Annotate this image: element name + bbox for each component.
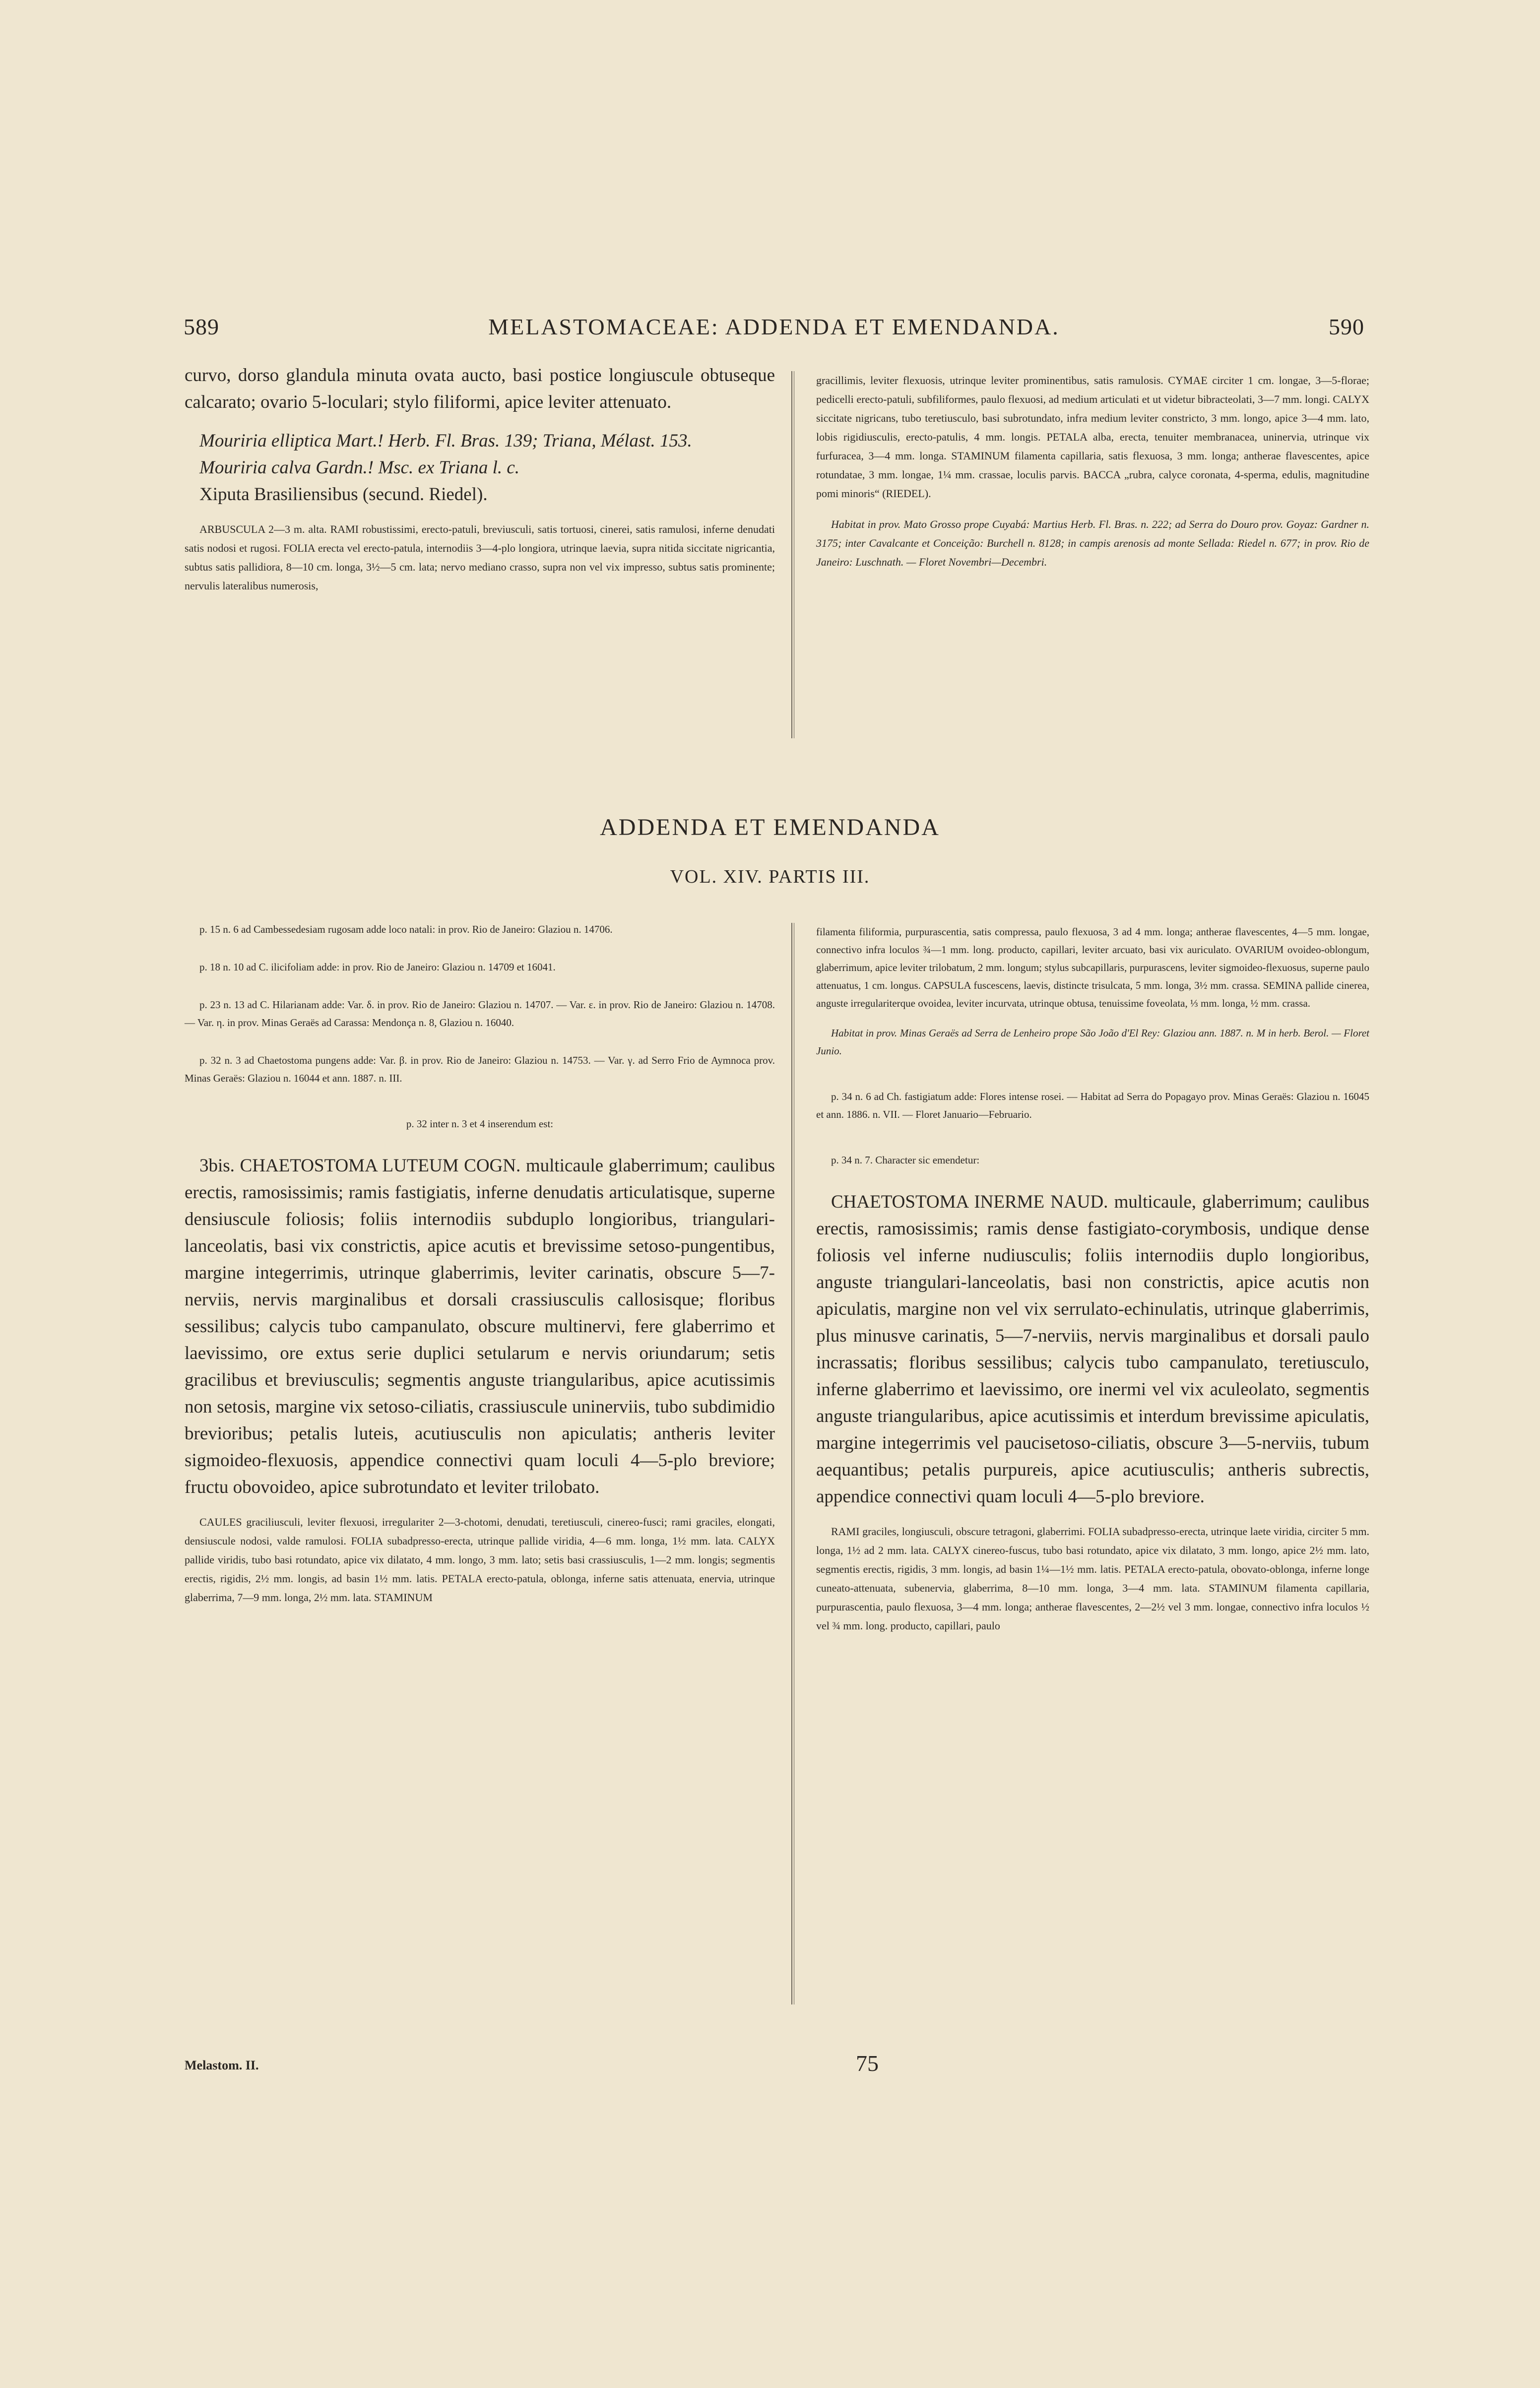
habitat-luteum: Habitat in prov. Minas Geraës ad Serra de Lenheiro prope São João d'El Rey: Glaziou ann. 1887. n. M in herb. Berol. — Floret Junio. xyxy=(816,1027,1369,1057)
species-description: ARBUSCULA 2—3 m. alta. RAMI robustissimi, erecto-patuli, breviusculi, satis tortuosi, cinerei, satis ramulosi, inferne denudati satis nodosi et rugosi. FOLIA erecta vel erecto-patula, internodiis 3—4-plo longiora, utrinque laevia, supra nitida siccitate nigricantia, subtus satis pallidiora, 8—10 cm. longa, 3½—5 cm. lata; nervo mediano crasso, supra non vel vix impresso, subtus satis prominente; nervulis lateralibus numerosis, xyxy=(185,523,775,592)
chaetostoma-inerme-details: RAMI graciles, longiusculi, obscure tetragoni, glaberrimi. FOLIA subadpresso-erecta, utrinque laete viridia, circiter 5 mm. longa, 1½ ad 2 mm. lata. CALYX cinereo-fuscus, tubo basi rotundato, apice vix dilatato, 3 mm. longo, apice 2½ mm. lato, segmentis erectis, rigidis, 3 mm. longis, ad basin 1¼—1½ mm. latis. PETALA erecto-patula, obovato-oblonga, inferne longe cuneato-attenuata, subenervia, glaberrima, 8—10 mm. longa, 3—4 mm. lata. STAMINUM filamenta capillaria, purpurascentia, paulo flexuosa, 3—4 mm. longa; antherae flavescentes, 2—2½ vel 3 mm. longae, connectivo infra loculos ½ vel ¾ mm. long. producto, capillari, paulo xyxy=(816,1525,1369,1632)
column-divider-top xyxy=(791,371,794,738)
chaetostoma-luteum-details: CAULES graciliusculi, leviter flexuosi, irregulariter 2—3-chotomi, denudati, teretiusculi, cinereo-fusci; rami graciles, elongati, densiuscule nodosi, valde ramulosi. FOLIA subadpresso-erecta, utrinque pallide viridia, 4—6 mm. longa, 1½ mm. lata. CALYX pallide viridis, tubo basi rotundato, apice vix dilatato, 4 mm. longo, 3 mm. lato; setis basi crassiusculis, 1—2 mm. longis; segmentis erectis, rigidis, 2½ mm. longis, ad basin 1½ mm. latis. PETALA erecto-patula, oblonga, inferne satis attenuata, enervia, utrinque glaberrima, 7—9 mm. longa, 2½ mm. lata. STAMINUM xyxy=(185,1516,775,1604)
chaetostoma-inerme-description: CHAETOSTOMA INERME NAUD. multicaule, glaberrimum; caulibus erectis, ramosissimis; ramis dense fastigiato-corymbosis, undique dense foliosis vel inferne nudiusculis; foliis internodiis duplo longioribus, anguste triangulari-lanceolatis, basi non constrictis, apice acutis non apiculatis, margine non vel vix serrulato-echinulatis, utrinque glaberrimis, plus minusve carinatis, 5—7-nerviis, nervis marginalibus et dorsali paulo incrassatis; floribus sessilibus; calycis tubo campanulato, teretiusculo, inferne glaberrimo et laevissimo, ore inermi vel vix aculeolato, segmentis anguste triangularibus, apice acutissimis et interdum brevissime apiculatis, margine integerrimis vel paucisetoso-ciliatis, obscure 3—5-nerviis, tubum aequantibus; petalis purpureis, apice acutiusculis; antheris subrectis, appendice connectivi quam loculi 4—5-plo breviore. xyxy=(816,1192,1369,1507)
page-number-left: 589 xyxy=(184,314,219,339)
note-p34-n7: p. 34 n. 7. Character sic emendetur: xyxy=(831,1154,980,1166)
note-p15: p. 15 n. 6 ad Cambessedesiam rugosam adde loco natali: in prov. Rio de Janeiro: Glaziou n. 14706. xyxy=(199,923,613,935)
sheet-number: 75 xyxy=(856,2051,879,2076)
top-left-column xyxy=(185,362,775,595)
bottom-right-column xyxy=(816,923,1369,1635)
vernacular-name: Xiputa Brasiliensibus (secund. Riedel). xyxy=(199,484,488,505)
section-subtitle: VOL. XIV. PARTIS III. xyxy=(670,866,870,887)
note-p32-n3: p. 32 n. 3 ad Chaetostoma pungens adde: Var. β. in prov. Rio de Janeiro: Glaziou n. 14753. — Var. γ. ad Serro Frio de Aymnoca prov. Minas Geraës: Glaziou n. 16044 et ann. 1887. n. III. xyxy=(185,1054,775,1084)
top-right-column xyxy=(816,371,1369,572)
running-title: MELASTOMACEAE: ADDENDA ET EMENDANDA. xyxy=(488,314,1060,339)
description-continuation: curvo, dorso glandula minuta ovata aucto, basi postice longiuscule obtuseque calcarato; ovario 5-loculari; stylo filiformi, apice leviter attenuato. xyxy=(185,365,775,412)
citation-mouriria-calva: Mouriria calva Gardn.! Msc. ex Triana l. c. xyxy=(199,457,520,478)
description-continued: gracillimis, leviter flexuosis, utrinque leviter prominentibus, satis ramulosis. CYMAE circiter 1 cm. longae, 3—5-florae; pedicelli erecto-patuli, subfiliformes, paulo flexuosi, ad medium articulati et ut videtur bibracteolati, 3—7 mm. longi. CALYX siccitate nigricans, tubo teretiusculo, basi subrotundato, infra medium leviter constricto, 3 mm. longo, apice 3—4 mm. lato, lobis rigidiusculis, erecto-patulis, 4 mm. longis. PETALA alba, erecta, tenuiter membranacea, uninervia, utrinque vix furfuracea, 3—4 mm. longa. STAMINUM filamenta capillaria, satis flexuosa, 3 mm. longa; antherae flavescentes, apice rotundatae, 3 mm. longae, 1¼ mm. crassae, loculis parvis. BACCA „rubra, calyce coronata, 4-sperma, edulis, magnitudine pomi minoris“ (RIEDEL). xyxy=(816,374,1369,500)
running-header xyxy=(184,314,1364,348)
habitat-paragraph: Habitat in prov. Mato Grosso prope Cuyabá: Martius Herb. Fl. Bras. n. 222; ad Serra do Douro prov. Goyaz: Gardner n. 3175; inter Cavalcante et Conceição: Burchell n. 8128; in campis arenosis ad monte Sellada: Riedel n. 677; in prov. Rio de Janeiro: Luschnath. — Floret Novembri—Decembri. xyxy=(816,518,1369,568)
note-p32-insert: p. 32 inter n. 3 et 4 inserendum est: xyxy=(406,1118,554,1130)
bottom-left-column xyxy=(185,920,775,1607)
column-divider-bottom xyxy=(791,923,794,2004)
chaetostoma-luteum-description: 3bis. CHAETOSTOMA LUTEUM COGN. multicaule glaberrimum; caulibus erectis, ramosissimis; ramis fastigiatis, inferne denudatis articulatisque, superne densiuscule foliosis; foliis internodiis subduplo longioribus, triangulari-lanceolatis, basi vix constrictis, apice acutis et brevissime setoso-pungentibus, margine integerrimis, utrinque glaberrimis, leviter carinatis, obscure 5—7-nerviis, nervis marginalibus et dorsali crassiusculis callosisque; floribus sessilibus; calycis tubo campanulato, obscure multinervi, fere glaberrimo et laevissimo, ore extus serie duplici setularum e nervis oriundarum; setis gracilibus et breviusculis; segmentis anguste triangularibus, apice acutissimis non setosis, margine vix setoso-ciliatis, crassiuscule uninerviis, tubo subdimidio brevioribus; petalis luteis, acutiusculis non apiculatis; antheris leviter sigmoideo-flexuosis, appendice connectivi quam loculi 4—5-plo breviore; fructu obovoideo, apice subrotundato et leviter trilobato. xyxy=(185,1156,775,1497)
note-p23: p. 23 n. 13 ad C. Hilarianam adde: Var. δ. in prov. Rio de Janeiro: Glaziou n. 14707. — Var. ε. in prov. Rio de Janeiro: Glaziou n. 14708. — Var. η. in prov. Minas Geraës ad Carassa: Mendonça n. 8, Glaziou n. 16040. xyxy=(185,999,775,1029)
note-p34-n6: p. 34 n. 6 ad Ch. fastigiatum adde: Flores intense rosei. — Habitat ad Serra do Popagayo prov. Minas Geraës: Glaziou n. 16045 et ann. 1886. n. VII. — Floret Januario—Februario. xyxy=(816,1091,1369,1120)
staminum-continuation: filamenta filiformia, purpurascentia, satis compressa, paulo flexuosa, 3 ad 4 mm. longa; antherae flavescentes, 4—5 mm. longae, connectivo infra loculos ¾—1 mm. long. producto, capillari, leviter arcuato, basi vix auriculato. OVARIUM ovoideo-oblongum, glaberrimum, apice leviter trilobatum, 2 mm. longum; stylus subcapillaris, purpurascens, leviter sigmoideo-flexuosus, superne paulo attenuatus, 1 cm. longus. CAPSULA fuscescens, laevis, distincte trisulcata, 5 mm. longa, 3½ mm. crassa. SEMINA pallide cinerea, anguste irregulariterque ovoidea, leviter incurvata, utrinque obtusa, tenuissime foveolata, ⅓ mm. longa, ½ mm. crassa. xyxy=(816,926,1369,1009)
note-p18: p. 18 n. 10 ad C. ilicifoliam adde: in prov. Rio de Janeiro: Glaziou n. 14709 et 16041. xyxy=(199,961,556,973)
citation-mouriria-elliptica: Mouriria elliptica Mart.! Herb. Fl. Bras. 139; Triana, Mélast. 153. xyxy=(199,431,692,451)
section-title: ADDENDA ET EMENDANDA xyxy=(600,814,940,840)
page-number-right: 590 xyxy=(1329,314,1364,339)
signature-mark: Melastom. II. xyxy=(185,2058,259,2072)
